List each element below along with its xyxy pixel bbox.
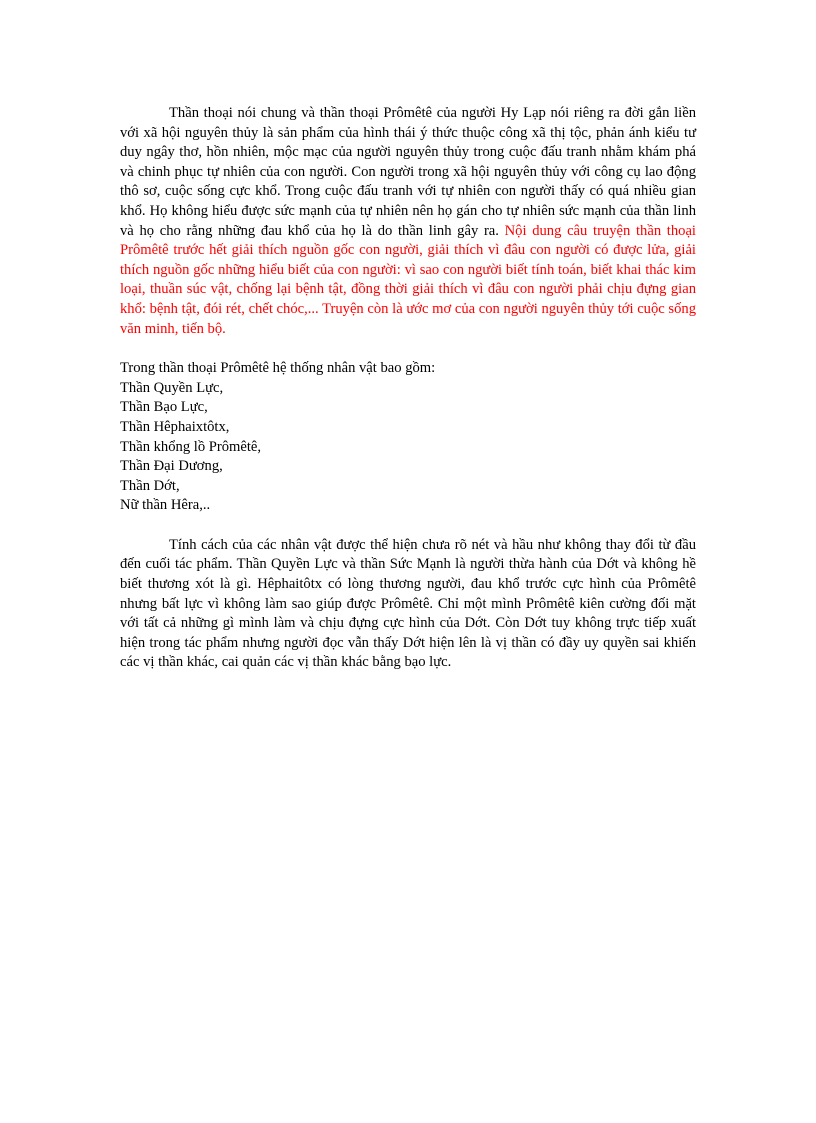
character-list xyxy=(120,359,696,516)
list-item: Thần Quyền Lực, xyxy=(120,379,224,396)
character-list-intro: Trong thần thoại Prômêtê hệ thống nhân vật bao gồm: xyxy=(120,360,436,377)
paragraph-1-highlighted-text: Nội dung câu truyện thần thoại Prômêtê trước hết giải thích nguồn gốc con người, giải thích vì đâu con người có được lửa, giải thích nguồn gốc những hiểu biết của con người: vì sao con người biết tính toán, biết khai thác kim loại, thuần súc vật, chống lại bệnh tật, đồng thời giải thích vì đâu con người phải chịu đựng gian khổ: bệnh tật, đói rét, chết chóc,... Truyện còn là ước mơ của con người nguyên thủy tới cuộc sống văn minh, tiến bộ. xyxy=(120,222,696,337)
paragraph-1 xyxy=(120,104,696,339)
paragraph-2: Tính cách của các nhân vật được thể hiện chưa rõ nét và hầu như không thay đổi từ đầu đến cuối tác phẩm. Thần Quyền Lực và thần Sức Mạnh là người thừa hành của Dớt và không hề biết thương xót là gì. Hêphaitôtx có lòng thương người, đau khổ trước cực hình của Prômêtê nhưng bất lực vì không làm sao giúp được Prômêtê. Chỉ một mình Prômêtê kiên cường đối mặt với tất cả những gì mình làm và chịu đựng cực hình của Dớt. Còn Dớt tuy không trực tiếp xuất hiện trong tác phẩm nhưng người đọc vẫn thấy Dớt hiện lên là vị thần có đầy uy quyền sai khiến các vị thần khác, cai quản các vị thần khác bằng bạo lực. xyxy=(120,536,696,671)
list-item: Thần Đại Dương, xyxy=(120,458,223,475)
paragraph-1-text: Thần thoại nói chung và thần thoại Prômêtê của người Hy Lạp nói riêng ra đời gắn liền với xã hội nguyên thủy là sản phẩm của hình thái ý thức thuộc công xã thị tộc, phản ánh kiểu tư duy ngây thơ, hồn nhiên, mộc mạc của người nguyên thủy trong cuộc đấu tranh nhằm khám phá và chinh phục tự nhiên của con người. Con người trong xã hội nguyên thủy với công cụ lao động thô sơ, cuộc sống cực khổ. Trong cuộc đấu tranh với tự nhiên con người thấy có quá nhiều gian khổ. Họ không hiểu được sức mạnh của tự nhiên nên họ gán cho tự nhiên sức mạnh của thần linh và họ cho rằng những đau khổ của họ là do thần linh gây ra. xyxy=(120,105,696,239)
list-item: Thần Dớt, xyxy=(120,477,180,494)
document-page xyxy=(120,104,696,673)
list-item: Thần Bạo Lực, xyxy=(120,399,208,416)
list-item: Thần khổng lồ Prômêtê, xyxy=(120,438,262,455)
list-item: Nữ thần Hêra,.. xyxy=(120,497,211,514)
list-item: Thần Hêphaixtôtx, xyxy=(120,418,230,435)
